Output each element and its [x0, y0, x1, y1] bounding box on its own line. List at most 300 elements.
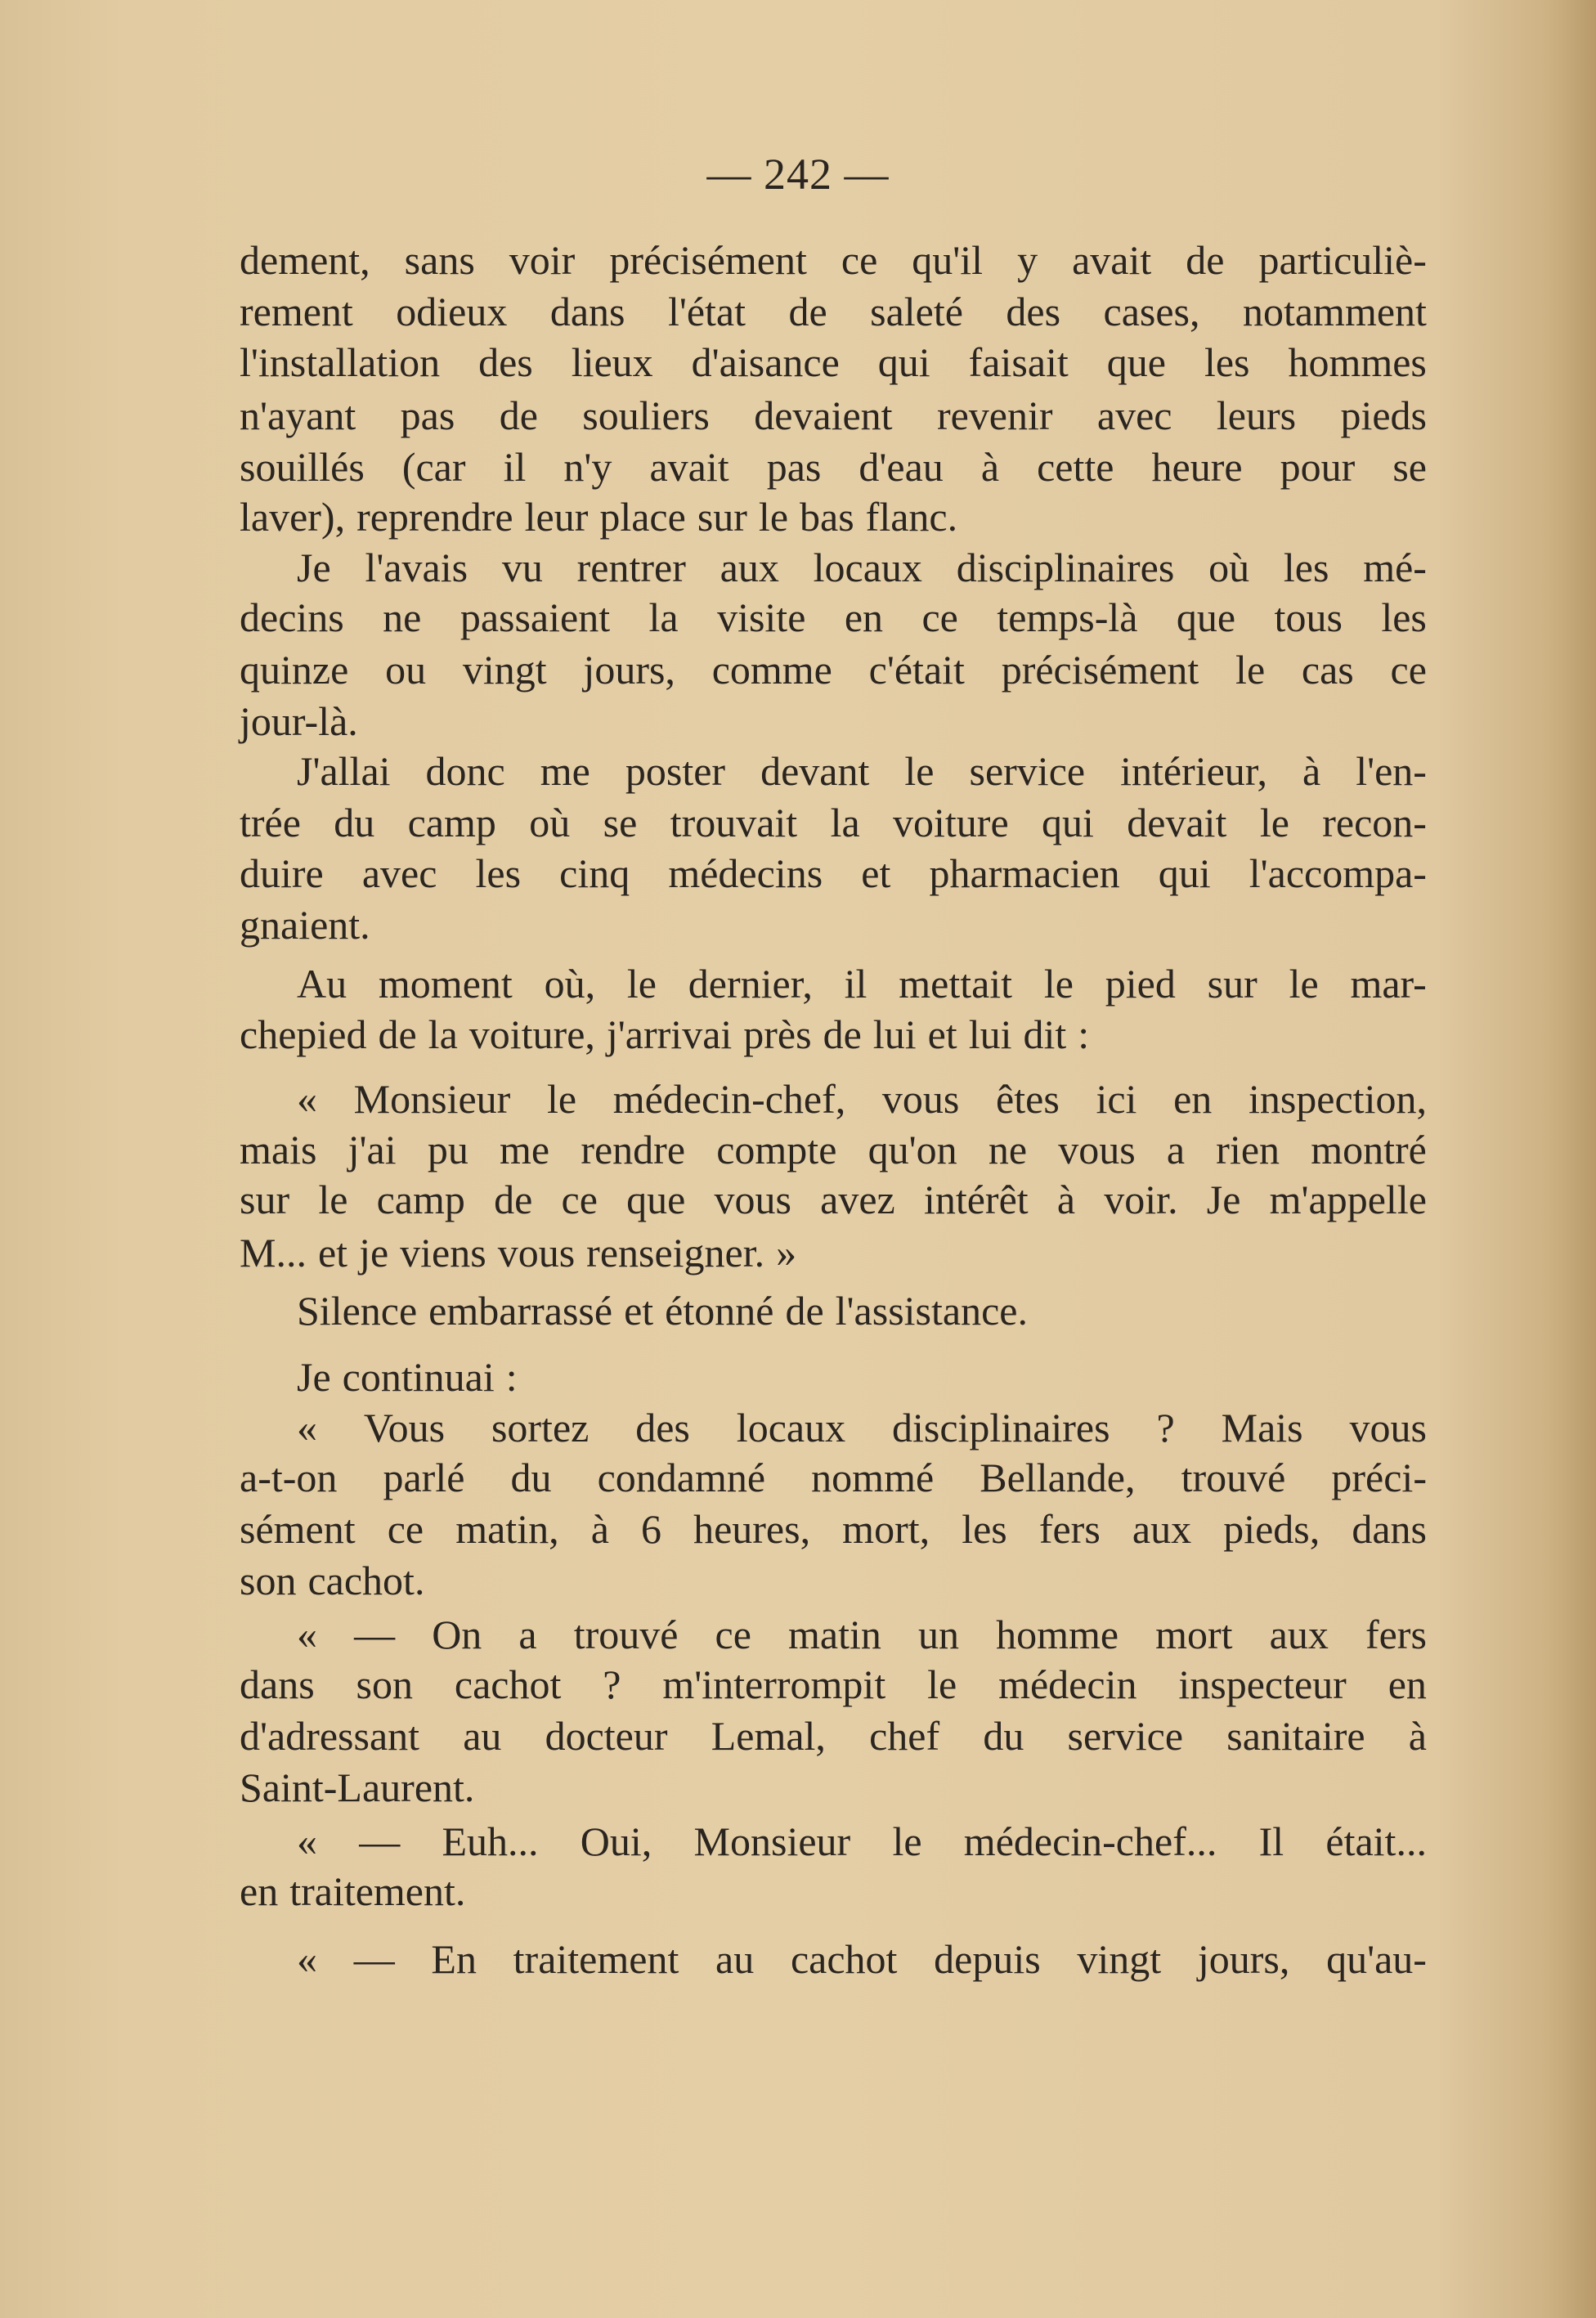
word: matin,	[455, 1506, 559, 1553]
word: avez	[820, 1177, 895, 1223]
word: son	[240, 1558, 297, 1604]
text-line	[297, 1285, 1427, 1336]
word: rentrer	[576, 544, 686, 590]
word: viens	[400, 1230, 486, 1276]
word: qu'il	[912, 237, 984, 284]
word: médecin-chef...	[963, 1818, 1217, 1864]
word: d'eau	[859, 444, 944, 490]
word: gnaient.	[240, 902, 370, 948]
word: ou	[385, 646, 427, 693]
word: médecins	[668, 850, 823, 896]
word: que	[1106, 339, 1166, 385]
word: saleté	[870, 289, 963, 335]
word: bas	[800, 494, 854, 540]
word: dans	[240, 1661, 315, 1707]
word: devaient	[754, 392, 893, 438]
word: decins	[240, 594, 344, 641]
word: au	[715, 1936, 755, 1983]
word: a	[1166, 1126, 1186, 1172]
word: pied	[1105, 961, 1176, 1007]
word: intérieur,	[1120, 748, 1267, 795]
word: êtes	[996, 1076, 1060, 1123]
word: Lemal,	[711, 1713, 826, 1760]
word: a-t-on	[240, 1455, 338, 1500]
word: au	[463, 1713, 502, 1760]
word: voir	[509, 237, 576, 284]
word: que	[626, 1177, 686, 1223]
word: mort	[1155, 1611, 1233, 1657]
text-line	[240, 442, 1427, 492]
word: intérêt	[923, 1177, 1029, 1223]
text-line	[240, 1452, 1427, 1503]
word: jours,	[1197, 1936, 1290, 1983]
word: à	[1408, 1713, 1427, 1760]
word: En	[431, 1936, 477, 1983]
word: dernier,	[688, 961, 813, 1007]
word: près	[743, 1011, 812, 1057]
text-line	[240, 1555, 1427, 1606]
word: étonné	[665, 1287, 774, 1334]
word: son	[356, 1661, 414, 1707]
word: Il	[1258, 1818, 1284, 1864]
word: devant	[760, 748, 870, 795]
word: où,	[544, 961, 596, 1007]
text-line	[297, 746, 1427, 796]
word: pour	[1280, 444, 1356, 490]
word: du	[983, 1713, 1024, 1760]
word: me	[500, 1126, 550, 1172]
word: dit	[1023, 1011, 1067, 1057]
text-line	[240, 1710, 1427, 1761]
word: disciplinaires	[956, 544, 1175, 590]
word: précisément	[609, 237, 807, 284]
word: nommé	[811, 1455, 935, 1500]
word: service	[969, 748, 1086, 795]
word: docteur	[545, 1713, 668, 1760]
word: «	[297, 1404, 317, 1450]
word: traitement.	[289, 1867, 466, 1914]
word: dans	[1352, 1506, 1427, 1553]
word: le	[1235, 646, 1266, 693]
word: n'y	[563, 444, 612, 490]
word: homme	[996, 1611, 1119, 1657]
word: inspecteur	[1178, 1661, 1347, 1707]
word: en	[1388, 1661, 1427, 1707]
word: me	[540, 748, 590, 795]
word: cachot	[790, 1936, 898, 1983]
word: mort,	[842, 1506, 930, 1553]
word: de	[785, 1287, 824, 1334]
word: avec	[361, 850, 437, 896]
word: Monsieur	[693, 1818, 851, 1864]
text-line	[297, 1352, 1427, 1402]
text-line	[240, 491, 1427, 542]
word: et	[624, 1287, 654, 1334]
word: jours,	[583, 646, 675, 693]
word: pharmacien	[929, 850, 1120, 896]
word: lui	[968, 1011, 1012, 1057]
word: aux	[1269, 1611, 1329, 1657]
word: le	[626, 961, 657, 1007]
text-line	[240, 1174, 1427, 1225]
word: l'avais	[365, 544, 468, 590]
word: les	[1283, 544, 1329, 590]
word: —	[353, 1936, 395, 1983]
word: «	[297, 1818, 317, 1864]
word: heures,	[693, 1506, 811, 1553]
word: le	[758, 494, 789, 540]
word: Je	[1206, 1177, 1241, 1223]
word: trée	[240, 800, 301, 846]
word: se	[603, 800, 638, 846]
word: avec	[1096, 392, 1172, 438]
word: revenir	[936, 392, 1053, 438]
word: disciplinaires	[891, 1404, 1110, 1450]
word: vous	[497, 1230, 576, 1276]
word: pu	[427, 1126, 468, 1172]
word: vous	[1058, 1126, 1136, 1172]
word: :	[1078, 1011, 1090, 1057]
text-line	[240, 1866, 1427, 1917]
word: quinze	[240, 646, 349, 693]
word: ce	[715, 1611, 751, 1657]
word: un	[917, 1611, 959, 1657]
word: rement	[240, 289, 353, 335]
word: dans	[549, 289, 625, 335]
text-line	[240, 1227, 1427, 1278]
word: vous	[881, 1076, 960, 1123]
word: locaux	[736, 1404, 846, 1450]
word: du	[510, 1455, 552, 1500]
word: cachot.	[307, 1558, 425, 1604]
word: il	[503, 444, 527, 490]
word: vu	[501, 544, 543, 590]
word: :	[505, 1354, 518, 1401]
word: hommes	[1288, 339, 1427, 385]
word: la	[648, 594, 679, 641]
word: lui	[872, 1011, 917, 1057]
word: trouvé	[1181, 1455, 1286, 1500]
word: sur	[240, 1177, 290, 1223]
word: les	[1204, 339, 1250, 385]
word: pieds,	[1223, 1506, 1320, 1553]
word: parlé	[383, 1455, 465, 1500]
word: vingt	[1077, 1936, 1162, 1983]
text-line	[240, 797, 1427, 848]
word: traitement	[513, 1936, 679, 1983]
word: de	[1186, 237, 1225, 284]
word: flanc.	[865, 494, 958, 540]
word: M...	[240, 1230, 307, 1276]
word: a	[518, 1611, 537, 1657]
word: l'état	[667, 289, 746, 335]
text-line	[240, 592, 1427, 643]
word: les	[1381, 594, 1427, 641]
word: j'ai	[347, 1126, 397, 1172]
word: rien	[1216, 1126, 1280, 1172]
text-line	[297, 958, 1427, 1009]
word: lieux	[571, 339, 653, 385]
word: Monsieur	[353, 1076, 511, 1123]
word: mar-	[1350, 961, 1427, 1007]
text-line	[240, 644, 1427, 695]
text-line	[297, 1934, 1427, 1984]
word: que	[1176, 594, 1236, 641]
word: Je	[297, 544, 331, 590]
word: l'en-	[1356, 748, 1427, 795]
text-line	[297, 1074, 1427, 1124]
text-line	[297, 1402, 1427, 1453]
text-line	[240, 235, 1427, 285]
word: ici	[1096, 1076, 1137, 1123]
word: sément	[240, 1506, 356, 1553]
word: condamné	[597, 1455, 766, 1500]
word: c'était	[868, 646, 965, 693]
word: particuliè-	[1258, 237, 1427, 284]
text-line	[240, 1504, 1427, 1554]
word: des	[1006, 289, 1061, 335]
word: embarrassé	[428, 1287, 613, 1334]
word: recon-	[1322, 800, 1427, 846]
word: vingt	[462, 646, 547, 693]
word: compte	[716, 1126, 837, 1172]
word: souliers	[582, 392, 710, 438]
word: Au	[297, 961, 347, 1007]
word: donc	[425, 748, 505, 795]
word: faisait	[968, 339, 1069, 385]
word: mais	[240, 1126, 317, 1172]
word: odieux	[396, 289, 508, 335]
word: cinq	[559, 850, 630, 896]
text-line	[240, 696, 1427, 747]
text-line	[240, 1124, 1427, 1175]
word: sanitaire	[1226, 1713, 1365, 1760]
word: cas	[1301, 646, 1354, 693]
word: 6	[640, 1506, 661, 1553]
word: Oui,	[580, 1818, 652, 1864]
text-line	[240, 1659, 1427, 1710]
word: chepied	[240, 1011, 367, 1057]
word: jour-là.	[240, 697, 358, 744]
text-line	[240, 286, 1427, 337]
word: il	[844, 961, 867, 1007]
word: temps-là	[997, 594, 1138, 641]
word: locaux	[813, 544, 922, 590]
word: J'allai	[297, 748, 391, 795]
page-number: — 242 —	[706, 150, 890, 199]
word: Je	[297, 1354, 331, 1401]
word: était...	[1325, 1818, 1427, 1864]
word: à	[1056, 1177, 1076, 1223]
word: dement,	[240, 237, 370, 284]
word: je	[359, 1230, 389, 1276]
word: à	[590, 1506, 609, 1553]
word: sur	[697, 494, 747, 540]
word: depuis	[934, 1936, 1041, 1983]
word: la	[830, 800, 860, 846]
word: leurs	[1216, 392, 1297, 438]
word: qu'on	[867, 1126, 957, 1172]
word: avait	[649, 444, 729, 490]
word: camp	[407, 800, 496, 846]
word: continuai	[342, 1354, 495, 1401]
word: —	[354, 1611, 396, 1657]
word: ce	[561, 1177, 598, 1223]
word: le	[927, 1661, 957, 1707]
word: mettait	[899, 961, 1013, 1007]
word: trouvé	[573, 1611, 679, 1657]
word: vous	[714, 1177, 791, 1223]
word: camp	[376, 1177, 465, 1223]
word: en	[844, 594, 884, 641]
word: voiture,	[468, 1011, 595, 1057]
word: On	[432, 1611, 482, 1657]
word: cachot	[454, 1661, 562, 1707]
word: service	[1067, 1713, 1184, 1760]
word: se	[1392, 444, 1427, 490]
word: le	[892, 1818, 922, 1864]
text-line	[240, 1009, 1427, 1060]
word: qu'au-	[1326, 1936, 1427, 1983]
word: leur	[524, 494, 589, 540]
word: de	[499, 392, 538, 438]
word: l'accompa-	[1249, 850, 1427, 896]
word: pieds	[1340, 392, 1427, 438]
word: poster	[625, 748, 726, 795]
word: le	[318, 1177, 348, 1223]
text-line	[240, 337, 1427, 388]
word: Saint-Laurent.	[240, 1764, 475, 1811]
word: des	[478, 339, 533, 385]
word: fers	[1365, 1611, 1427, 1657]
word: visite	[717, 594, 806, 641]
word: le	[1259, 800, 1289, 846]
word: ?	[603, 1661, 621, 1707]
word: ?	[1156, 1404, 1175, 1450]
word: (car	[401, 444, 466, 490]
word: des	[635, 1404, 690, 1450]
word: ne	[383, 594, 422, 641]
word: «	[297, 1611, 317, 1657]
text-line	[240, 390, 1427, 441]
word: mé-	[1363, 544, 1427, 590]
text-line	[297, 1816, 1427, 1867]
word: moment	[378, 961, 513, 1007]
word: le	[1289, 961, 1319, 1007]
word: aux	[720, 544, 779, 590]
word: ce	[387, 1506, 424, 1553]
word: y	[1017, 237, 1038, 284]
text-line	[297, 1609, 1427, 1660]
word: devait	[1127, 800, 1227, 846]
word: place	[599, 494, 686, 540]
word: Vous	[363, 1404, 446, 1450]
word: m'appelle	[1269, 1177, 1427, 1223]
word: du	[334, 800, 375, 846]
word: et	[317, 1230, 348, 1276]
word: l'installation	[240, 339, 441, 385]
word: »	[776, 1230, 797, 1276]
word: «	[297, 1076, 317, 1123]
word: inspection,	[1248, 1076, 1427, 1123]
word: matin	[788, 1611, 881, 1657]
word: où	[1208, 544, 1250, 590]
word: de	[378, 1011, 417, 1057]
word: le	[1043, 961, 1074, 1007]
word: le	[904, 748, 935, 795]
text-line	[297, 542, 1427, 593]
word: d'adressant	[240, 1713, 420, 1760]
word: préci-	[1331, 1455, 1427, 1500]
word: «	[297, 1936, 317, 1983]
word: les	[475, 850, 522, 896]
word: de	[823, 1011, 862, 1057]
text-line	[240, 848, 1427, 899]
word: trouvait	[670, 800, 798, 846]
word: qui	[1158, 850, 1211, 896]
word: j'arrivai	[606, 1011, 733, 1057]
word: le	[546, 1076, 577, 1123]
word: à	[1302, 748, 1321, 795]
word: ce	[921, 594, 958, 641]
word: médecin-chef,	[612, 1076, 846, 1123]
word: Mais	[1221, 1404, 1303, 1450]
word: rendre	[581, 1126, 686, 1172]
word: ce	[1390, 646, 1427, 693]
word: passaient	[460, 594, 611, 641]
word: Silence	[297, 1287, 418, 1334]
word: d'aisance	[691, 339, 840, 385]
word: souillés	[240, 444, 365, 490]
word: médecin	[998, 1661, 1137, 1707]
word: vous	[1349, 1404, 1427, 1450]
word: tous	[1274, 594, 1343, 641]
word: n'ayant	[240, 392, 356, 438]
word: notamment	[1242, 289, 1427, 335]
word: les	[962, 1506, 1007, 1553]
word: de	[788, 289, 827, 335]
word: la	[428, 1011, 458, 1057]
word: et	[861, 850, 891, 896]
word: pas	[766, 444, 822, 490]
word: ne	[988, 1126, 1028, 1172]
word: montré	[1311, 1126, 1427, 1172]
word: duire	[240, 850, 324, 896]
word: m'interrompit	[662, 1661, 886, 1707]
word: cases,	[1103, 289, 1200, 335]
word: et	[927, 1011, 957, 1057]
word: laver),	[240, 494, 346, 540]
word: en	[1173, 1076, 1213, 1123]
word: voir.	[1104, 1177, 1178, 1223]
word: sur	[1207, 961, 1258, 1007]
word: sans	[404, 237, 475, 284]
word: où	[529, 800, 571, 846]
word: précisément	[1001, 646, 1199, 693]
word: voiture	[893, 800, 1009, 846]
word: fers	[1038, 1506, 1101, 1553]
word: ce	[841, 237, 878, 284]
word: aux	[1132, 1506, 1192, 1553]
word: l'assistance.	[835, 1287, 1028, 1334]
word: sortez	[491, 1404, 590, 1450]
word: Bellande,	[980, 1455, 1136, 1500]
word: reprendre	[356, 494, 513, 540]
word: de	[494, 1177, 533, 1223]
word: pas	[400, 392, 455, 438]
word: qui	[1042, 800, 1094, 846]
word: renseigner.	[586, 1230, 765, 1276]
